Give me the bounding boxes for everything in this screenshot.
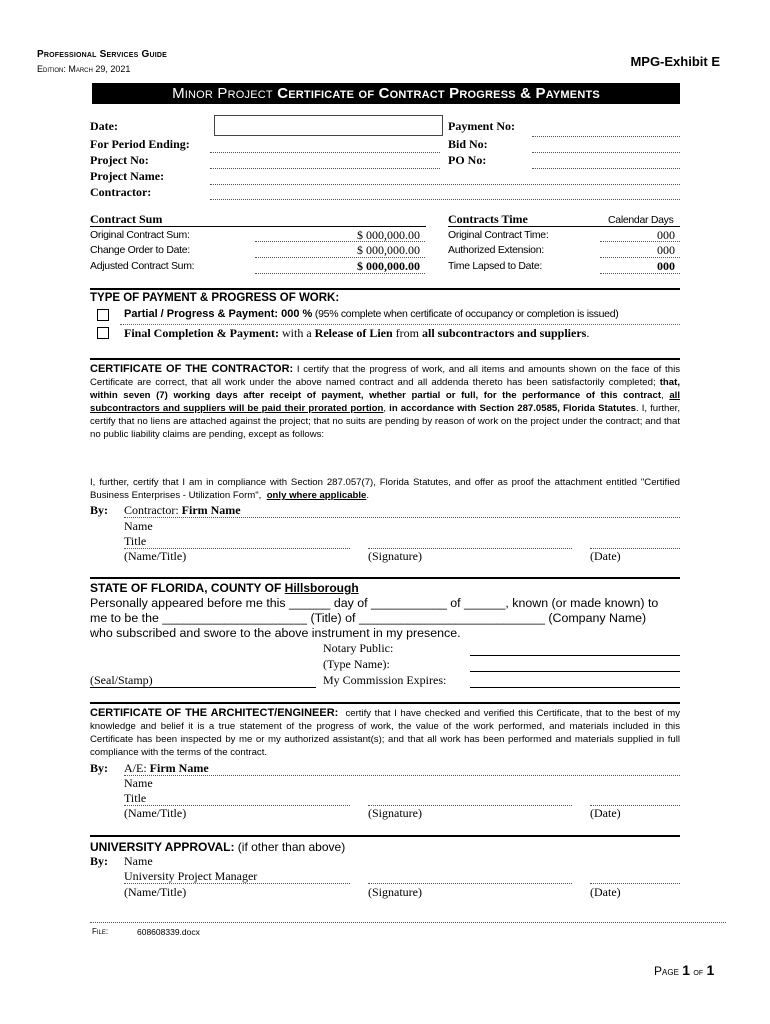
contractor-cert-rule: [90, 358, 680, 360]
po-no-field[interactable]: [532, 168, 680, 169]
architect-name[interactable]: Name: [124, 776, 153, 790]
cert-text-2: ,: [661, 390, 670, 401]
notary-public-field[interactable]: [470, 655, 680, 656]
architect-by-label: By:: [90, 761, 108, 775]
contractor-firm-label: Contractor:: [124, 503, 182, 517]
notary-line-3: who subscribed and swore to the above instrument in my presence.: [90, 626, 461, 640]
university-date-line[interactable]: [590, 883, 680, 884]
contractor-date-caption: (Date): [590, 549, 621, 563]
form-title-bar: [92, 83, 680, 104]
seal-stamp-field[interactable]: [90, 687, 316, 688]
title-part1: Minor Project: [172, 85, 278, 102]
architect-firm-name[interactable]: Firm Name: [149, 761, 209, 775]
university-rule: [90, 835, 680, 837]
final-payment-label: Final Completion & Payment:: [124, 326, 279, 340]
university-title[interactable]: University Project Manager: [124, 869, 258, 883]
partial-payment-rule: [120, 324, 680, 325]
extension-value[interactable]: 000: [657, 243, 675, 257]
university-by-label: By:: [90, 854, 108, 868]
partial-payment-label: Partial / Progress & Payment: 000 %: [124, 308, 313, 320]
document-header: [37, 48, 167, 76]
bid-no-label: Bid No:: [448, 137, 488, 151]
architect-heading: CERTIFICATE OF THE ARCHITECT/ENGINEER:: [90, 707, 339, 719]
release-of-lien: Release of Lien: [314, 326, 393, 340]
notary-heading-line: [90, 581, 359, 595]
extension-label: Authorized Extension:: [448, 244, 544, 256]
page-current: 1: [682, 962, 691, 978]
payment-type-heading: TYPE OF PAYMENT & PROGRESS OF WORK:: [90, 292, 340, 304]
architect-ae-label: A/E:: [124, 761, 150, 775]
notary-type-name-label: (Type Name):: [323, 657, 390, 671]
exhibit-label: MPG-Exhibit E: [630, 54, 720, 69]
notary-line-2: me to be the _____________________ (Title) of ___________________________ (Company Name): [90, 611, 647, 625]
contractor-label: Contractor:: [90, 185, 152, 199]
contractor-by-label: By:: [90, 503, 108, 517]
seal-stamp-label: (Seal/Stamp): [90, 673, 153, 687]
payment-no-label: Payment No:: [448, 119, 515, 133]
project-name-field[interactable]: [210, 184, 680, 185]
architect-title[interactable]: Title: [124, 791, 147, 805]
final-text-3: .: [586, 326, 590, 340]
university-date-caption: (Date): [590, 885, 621, 899]
contractor-title[interactable]: Title: [124, 534, 147, 548]
notary-type-name-field[interactable]: [470, 671, 680, 672]
title-part2: Certificate of Contract Progress & Payments: [277, 85, 600, 102]
compliance-text: I, further, certify that I am in compliance with Section 287.057(7), Florida Statutes, and offer as proof the attachment entitled "Certified Business Enterprises - Utilization Form",: [90, 477, 683, 501]
original-time-label: Original Contract Time:: [448, 229, 549, 241]
contract-sum-heading: Contract Sum: [90, 212, 163, 226]
contracts-time-rule: [448, 226, 680, 227]
payment-section-rule: [90, 288, 680, 290]
notary-line-1: Personally appeared before me this ______ day of ___________ of ______, known (or made known) to: [90, 596, 659, 610]
contractor-firm-field: [124, 517, 680, 518]
adjusted-sum-value[interactable]: $ 000,000.00: [357, 259, 420, 273]
partial-payment-checkbox[interactable]: [97, 309, 109, 321]
architect-firm-line: [124, 761, 209, 776]
cert-bold-2: in accordance with Section 287.0585, Florida Statutes: [389, 403, 636, 414]
notary-county[interactable]: Hillsborough: [284, 581, 359, 595]
cert-text-3: ,: [383, 403, 390, 414]
final-text-2: from: [392, 326, 422, 340]
cert-text-4: . I, further, certify that no liens are attached against the project; that no suits are pending by reason of work on the project under the contract; and that no public liability claims are pending, except as follows:: [90, 403, 680, 440]
contractor-name-title-caption: (Name/Title): [124, 549, 187, 563]
period-ending-field[interactable]: [210, 152, 440, 153]
architect-date-caption: (Date): [590, 806, 621, 820]
page-total: 1: [706, 962, 715, 978]
university-note: (if other than above): [234, 840, 346, 854]
payment-no-field[interactable]: [532, 136, 680, 137]
notary-heading: STATE OF FLORIDA, COUNTY OF: [90, 581, 285, 595]
contractor-cert-paragraph: [90, 363, 680, 441]
contractor-name[interactable]: Name: [124, 519, 153, 533]
subcontractors-text: all subcontractors and suppliers: [421, 326, 587, 340]
commission-field[interactable]: [470, 687, 680, 688]
final-payment-option: [124, 326, 589, 341]
contractor-firm-name[interactable]: Firm Name: [181, 503, 241, 517]
final-text-1: with a: [279, 326, 315, 340]
architect-paragraph: [90, 707, 683, 759]
original-sum-label: Original Contract Sum:: [90, 229, 190, 241]
calendar-days-heading: Calendar Days: [608, 214, 674, 226]
partial-payment-option: [124, 308, 618, 320]
university-name-title-line: [124, 883, 350, 884]
footer-rule: [90, 922, 726, 923]
file-label: File:: [92, 927, 109, 936]
contract-sum-rule: [90, 226, 426, 227]
commission-label: My Commission Expires:: [323, 673, 447, 687]
compliance-underline: only where applicable: [266, 490, 367, 501]
contracts-time-heading: Contracts Time: [448, 212, 528, 226]
contractor-compliance-paragraph: [90, 476, 683, 502]
cert-underline-1: all subcontractors and suppliers will be paid their prorated portion: [90, 390, 680, 414]
bid-no-field[interactable]: [532, 152, 680, 153]
final-payment-checkbox[interactable]: [97, 327, 109, 339]
contractor-signature-caption: (Signature): [368, 549, 422, 563]
edition-date: Edition: March 29, 2021: [37, 64, 131, 74]
contractor-firm-line: [124, 503, 241, 518]
project-no-label: Project No:: [90, 153, 149, 167]
change-order-value[interactable]: $ 000,000.00: [357, 243, 420, 257]
period-ending-label: For Period Ending:: [90, 137, 190, 151]
of-word: of: [693, 967, 704, 978]
architect-text: certify that I have checked and verified this Certificate, that to the best of my knowledge and belief it is a true statement of the progress of work, the value of the work performed, and materials included in this Certificate has been inspected by me or my authorized assistant(s); and that all work has been performed and materials supplied in full compliance with the terms of the contract.: [90, 708, 683, 758]
university-signature-line[interactable]: [368, 883, 572, 884]
university-name-title-caption: (Name/Title): [124, 885, 187, 899]
architect-firm-field: [124, 775, 680, 776]
architect-name-title-caption: (Name/Title): [124, 806, 187, 820]
architect-rule: [90, 702, 680, 704]
university-signature-caption: (Signature): [368, 885, 422, 899]
university-heading: UNIVERSITY APPROVAL:: [90, 840, 235, 854]
partial-payment-note: (95% complete when certificate of occupancy or completion is issued): [312, 308, 619, 320]
cert-bold-1: that, within seven (7) working days after receipt of payment, whether partial or full, for the performance of this contract: [90, 377, 680, 401]
university-heading-line: [90, 840, 345, 854]
original-time-value[interactable]: 000: [657, 228, 675, 242]
compliance-end: .: [366, 490, 370, 501]
contractor-cert-heading: CERTIFICATE OF THE CONTRACTOR:: [90, 363, 294, 375]
page-number: [654, 962, 714, 978]
time-lapsed-label: Time Lapsed to Date:: [448, 260, 542, 272]
university-name[interactable]: Name: [124, 854, 153, 868]
architect-signature-caption: (Signature): [368, 806, 422, 820]
po-no-label: PO No:: [448, 153, 487, 167]
date-label: Date:: [90, 119, 118, 133]
contractor-field[interactable]: [210, 199, 680, 200]
project-name-label: Project Name:: [90, 169, 165, 183]
time-lapsed-value[interactable]: 000: [657, 259, 675, 273]
cert-text-1: I certify that the progress of work, and all items and amounts shown on the face of this Certificate are correct, that all work under the above named contract and all addenda thereto has been satisfactorily completed;: [90, 364, 680, 388]
original-sum-value[interactable]: $ 000,000.00: [357, 228, 420, 242]
page-word: Page: [654, 964, 679, 978]
change-order-label: Change Order to Date:: [90, 244, 190, 256]
notary-rule: [90, 577, 680, 579]
file-name: 608608339.docx: [137, 927, 200, 937]
notary-public-label: Notary Public:: [323, 641, 394, 655]
date-input[interactable]: [214, 115, 443, 136]
guide-title: Professional Services Guide: [37, 49, 167, 60]
adjusted-sum-label: Adjusted Contract Sum:: [90, 260, 195, 272]
project-no-field[interactable]: [210, 168, 440, 169]
